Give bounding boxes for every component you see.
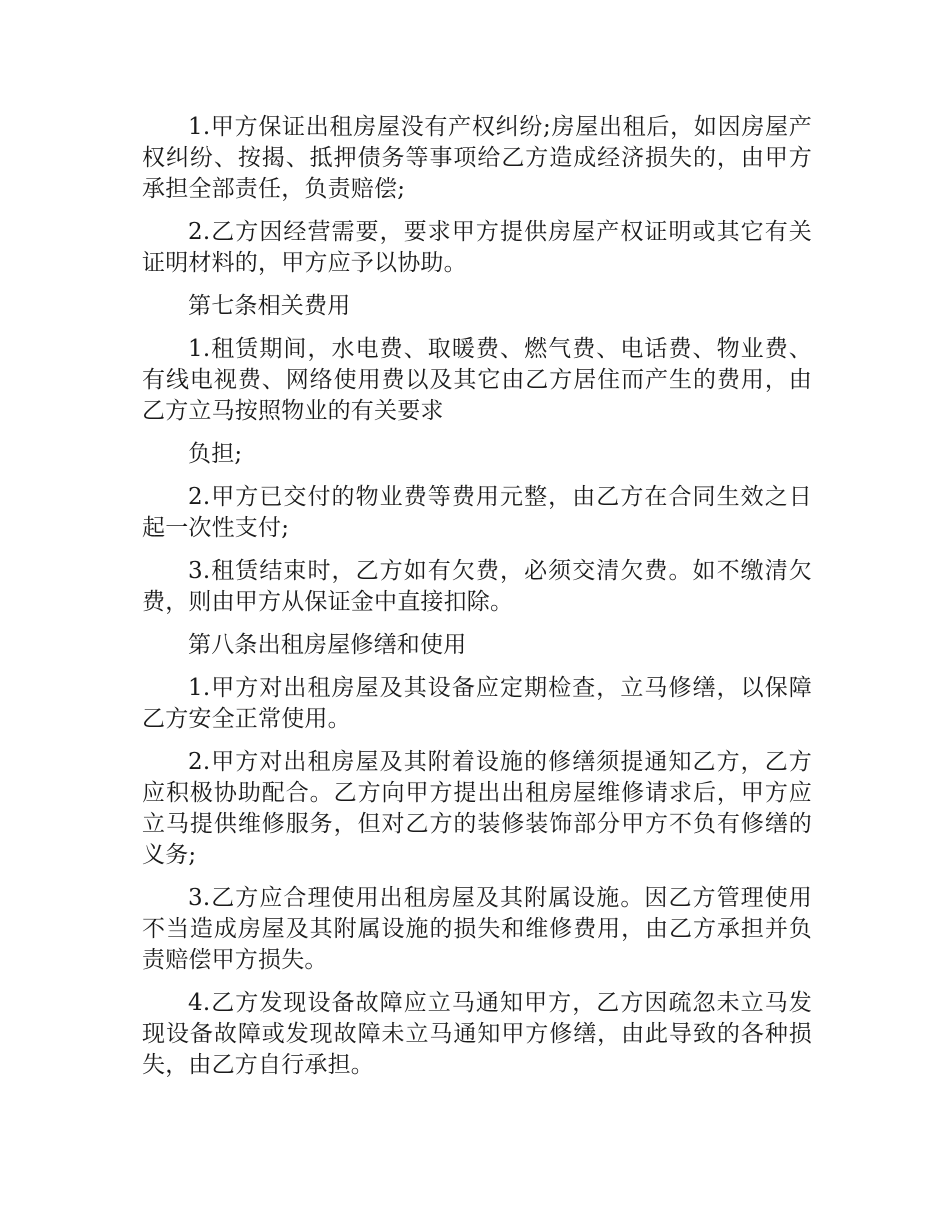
article-heading: 第八条出租房屋修缮和使用: [188, 632, 467, 658]
clause-paragraph: 3.乙方应合理使用出租房屋及其附属设施。因乙方管理使用不当造成房屋及其附属设施的损失和维修费用，由乙方承担并负责赔偿甲方损失。: [142, 885, 812, 973]
clause-paragraph: 2.甲方已交付的物业费等费用元整，由乙方在合同生效之日起一次性支付;: [142, 484, 812, 541]
article-heading: 第七条相关费用: [188, 293, 351, 319]
clause-paragraph: 1.甲方保证出租房屋没有产权纠纷;房屋出租后，如因房屋产权纠纷、按揭、抵押债务等事项给乙方造成经济损失的，由甲方承担全部责任，负责赔偿;: [142, 114, 812, 202]
clause-paragraph: 1.甲方对出租房屋及其设备应定期检查，立马修缮，以保障乙方安全正常使用。: [142, 675, 812, 732]
clause-paragraph: 1.租赁期间，水电费、取暖费、燃气费、电话费、物业费、有线电视费、网络使用费以及其它由乙方居住而产生的费用，由乙方立马按照物业的有关要求: [142, 336, 812, 424]
clause-paragraph: 2.甲方对出租房屋及其附着设施的修缮须提通知乙方，乙方应积极协助配合。乙方向甲方提出出租房屋维修请求后，甲方应立马提供维修服务，但对乙方的装修装饰部分甲方不负有修缮的义务;: [142, 749, 812, 868]
clause-paragraph: 负担;: [188, 441, 243, 467]
clause-paragraph: 3.租赁结束时，乙方如有欠费，必须交清欠费。如不缴清欠费，则由甲方从保证金中直接扣除。: [142, 558, 812, 615]
clause-paragraph: 2.乙方因经营需要，要求甲方提供房屋产权证明或其它有关证明材料的，甲方应予以协助。: [142, 219, 812, 276]
clause-paragraph: 4.乙方发现设备故障应立马通知甲方，乙方因疏忽未立马发现设备故障或发现故障未立马通知甲方修缮，由此导致的各种损失，由乙方自行承担。: [142, 990, 812, 1078]
